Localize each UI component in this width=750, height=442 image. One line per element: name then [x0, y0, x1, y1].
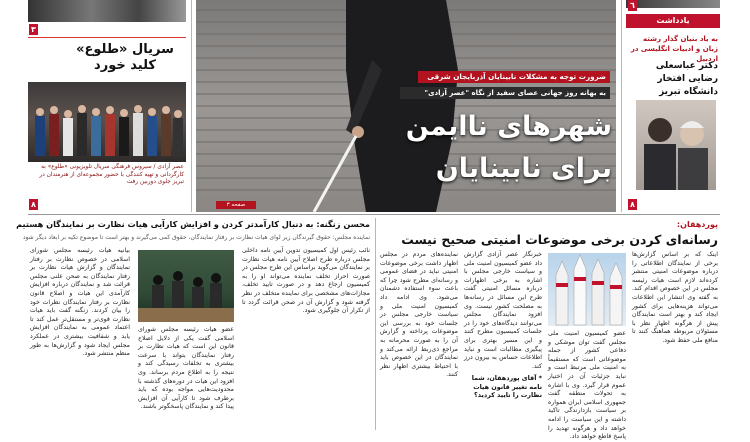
right-story-col-2: خبرنگار عصر آزادی گزارش داد عضو کمیسیون امنیت ملی و سیاست خارجی مجلس با اشاره به برخی اظهارات درباره مسائل امنیتی گفت طرح این مسائل در رسانه‌ها به مصلحت کشور نیست. وی افزود نمایندگان مجلس می‌توانند دیدگاه‌های خود را در جلسات کمیسیون مطرح کنند و این مسیر بهتری برای پیگیری مطالبات است و نباید اطلاعات حساس به بیرون درز کند.: [464, 251, 542, 370]
right-story-inline-subhead: * آقای پوردهقان، شما نامه تغییر قانون هیات نظارت را تایید کردید؟: [471, 374, 542, 400]
hero-kicker-2: به بهانه روز جهانی عصای سفید از نگاه "عصر آزادی": [400, 87, 610, 99]
band-divider: [28, 214, 720, 215]
missiles-figures: [548, 253, 626, 326]
hero-kicker-1: ضرورت توجه به مشکلات نابینایان آذربایجان شرقی: [418, 71, 610, 83]
top-left-vrule: [191, 0, 192, 212]
left-story-subhead: نماینده مجلس: حقوق گیرندگان زیر لوای هیات نظارت بر رفتار نمایندگان، حقوق کمی می‌گیرند و بهتر است تا موضوع تکیه بر ابعاد دیگر شود: [22, 234, 370, 241]
page-marker-bottom-right: ٨: [628, 199, 637, 210]
hero-headline-line1: شهرهای ناایمن: [405, 111, 612, 142]
hero-page-ref: صفحه ۳: [216, 201, 256, 209]
top-left-photo: [28, 0, 186, 22]
note-section-label: یادداشت: [626, 14, 720, 28]
note-title: دکتر عباسعلی رضایی افتخار دانشگاه تبریز: [655, 61, 718, 97]
serial-title: سریال «طلوع» کلید خورد: [76, 42, 174, 73]
right-story-headline: رسانه‌ای کردن برخی موضوعات امنیتی صحیح نیست: [401, 232, 718, 247]
portrait-figures: [636, 100, 716, 190]
serial-caption: عصر آزادی / سیروس فرهنگی سریال تلویزیونی «طلوع» به کارگردانی و تهیه کنندگی با حضور مجموعه‌ای از هنرمندان در تبریز جلوی دوربین رفت: [39, 164, 184, 185]
note-kicker: به یاد بنیان گذار رشته زبان و ادبیات انگلیسی در اردبیل: [630, 35, 718, 63]
left-story-headline: محسن زنگنه: به دنبال کارآمدتر کردن و افزایش کارآیی هیات نظارت بر نمایندگان هستیم: [16, 219, 370, 229]
page-marker-top-left: ٣: [29, 24, 38, 35]
left-story-col-3: نائب رئیس اول کمیسیون تدوین آیین نامه داخلی مجلس درباره طرح اصلاح آیین نامه هیات نظارت بر نمایندگان می‌گوید براساس این طرح مجلس در صورت احراز تخلف نماینده می‌تواند او را به کمیسیون ارجاع دهد و در صورت تایید تخلف، مجازات‌های مشخصی برای نماینده متخلف در نظر گرفته شود و گزارش آن در صحن قرائت گردد تا از تکرار آن جلوگیری شود.: [242, 247, 370, 315]
hero-headline-line2: برای نابینایان: [435, 153, 612, 184]
serial-group-photo: [28, 82, 186, 162]
right-story-col-4: اینک که بر اساس گزارش‌ها برخی از نمایندگان اطلاعاتی را درباره موضوعات امنیتی منتشر کرده‌اند لازم است هیات رئیسه مجلس در این خصوص اقدام کند. به گفته وی انتشار این اطلاعات می‌تواند هزینه‌هایی برای کشور ایجاد کند و بهتر است نمایندگان پیش از هرگونه اظهار نظر با مسئولان مربوطه هماهنگ کنند تا منافع ملی حفظ شود.: [632, 251, 718, 344]
right-story-col-3: عضو کمیسیون امنیت ملی مجلس گفت توان موشکی و دفاعی کشور از جمله موضوعاتی است که مستقیماً به امنیت ملی مرتبط است و نباید جزئیات آن در اختیار عموم قرار گیرد. وی با اشاره به تحولات منطقه گفت جمهوری اسلامی ایران همواره بر سیاست بازدارندگی تاکید داشته و این سیاست را ادامه خواهد داد و هرگونه تهدید را پاسخ قاطع خواهد داد.: [548, 330, 626, 441]
left-story-col-2: عضو هیات رئیسه مجلس شورای اسلامی گفت یکی از دلایل اصلاح قانون این است که هیات نظارت بر رفتار نمایندگان بتواند با سرعت بیشتری به تخلفات رسیدگی کند و نتیجه را به اطلاع مردم برساند. وی افزود این هیات در دوره‌های گذشته با محدودیت‌هایی مواجه بوده که باید برطرف شود تا کارآیی آن افزایش پیدا کند و نمایندگان پاسخگوتر باشند.: [138, 326, 234, 411]
page-marker-bottom-left: ٨: [29, 199, 38, 210]
bottom-mid-vrule: [375, 218, 376, 430]
left-divider: [28, 37, 186, 38]
left-story-photo: [138, 250, 234, 322]
group-people-figures: [28, 82, 186, 162]
left-story-col-1: بیانیه هیات رئیسه مجلس شورای اسلامی در خصوص نظارت بر رفتار نمایندگان و گزارش هیات نظارت بر رفتار نمایندگان به صحن علنی مجلس قرائت شد و نمایندگان درباره افزایش کارآمدی این هیات و اصلاح قانون نظارت بر رفتار نمایندگان نظرات خود را بیان کردند. زنگنه گفت باید هیات نظارت قوی‌تر و مستقل‌تر عمل کند تا اعتماد عمومی به نمایندگان افزایش یابد و شفافیت بیشتری در عملکرد مجلس ایجاد شود و گزارش‌ها به طور منظم منتشر شود.: [30, 247, 130, 358]
right-story-kicker: پوردهقان:: [676, 220, 718, 229]
missiles-photo: [548, 253, 626, 326]
note-portrait-photo: [636, 100, 716, 190]
page-marker-top-right: ٦: [628, 0, 637, 11]
top-right-photo: [626, 0, 720, 8]
parliament-photo-figures: [138, 250, 234, 322]
right-story-col-1: نماینده‌های مردم در مجلس اظهار داشت برخی موضوعات امنیتی نباید در فضای عمومی و رسانه‌ای مطرح شود چرا که باعث سوء استفاده دشمنان می‌شود. وی ادامه داد کمیسیون امنیت ملی و سیاست خارجی مجلس در جلسات خود به بررسی این موضوعات پرداخته و گزارش آن را به صورت محرمانه به مراجع ذی‌ربط ارائه می‌کند و نمایندگان در این خصوص باید با احتیاط بیشتری اظهار نظر کنند.: [380, 251, 458, 379]
top-right-vrule: [621, 0, 622, 212]
